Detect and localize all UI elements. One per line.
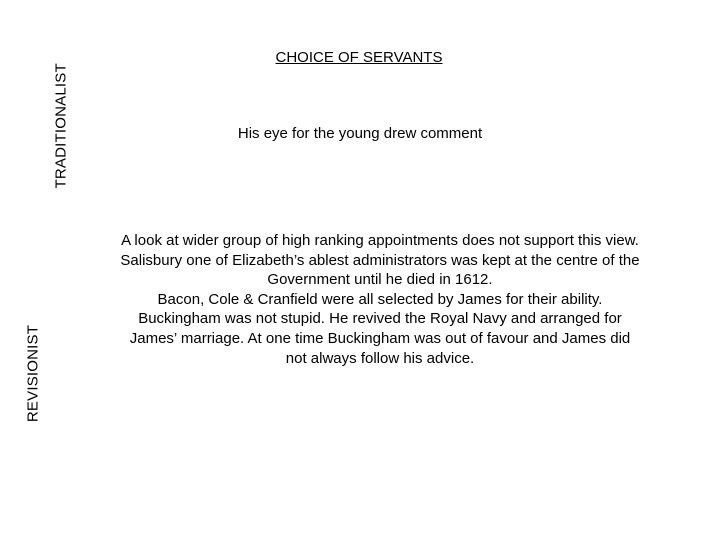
body-line: Salisbury one of Elizabeth’s ablest administrators was kept at the centre of the [120,251,640,269]
slide-title: CHOICE OF SERVANTS [275,49,443,66]
revisionist-view-text [40,231,720,368]
revisionist-label: REVISIONIST [24,324,42,423]
body-line: A look at wider group of high ranking appointments does not support this view. [121,232,639,249]
body-line: not always follow his advice. [285,349,475,367]
traditionalist-view-text: His eye for the young drew comment [237,125,483,142]
traditionalist-label: TRADITIONALIST [52,63,70,189]
body-line: Buckingham was not stupid. He revived the Royal Navy and arranged for [138,310,622,328]
body-line: James’ marriage. At one time Buckingham was out of favour and James did [129,329,631,347]
body-line: Government until he died in 1612. [267,271,493,289]
body-line: Bacon, Cole & Cranfield were all selected by James for their ability. [157,290,603,308]
